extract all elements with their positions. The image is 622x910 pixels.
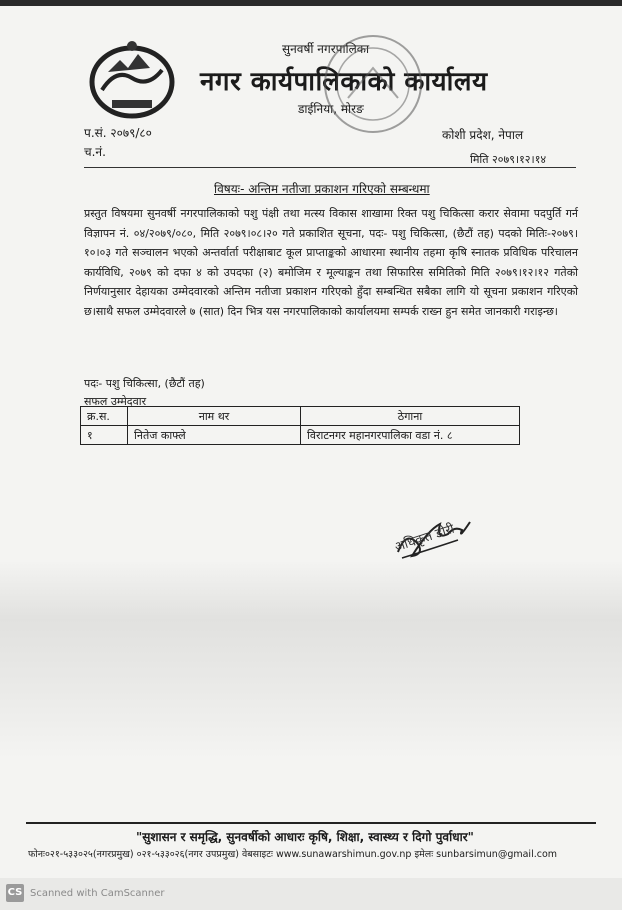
letter-date: मिति २०७९।१२।१४: [470, 153, 547, 166]
office-location: डाईनिया, मोरङ: [298, 102, 364, 116]
column-header: ठेगाना: [301, 407, 520, 426]
signatory-title: अधिकृत डोरी: [392, 521, 457, 556]
camscanner-logo-icon: CS: [6, 884, 24, 902]
table-cell: नितेज काफ्ले: [128, 426, 301, 445]
column-header: क्र.स.: [81, 407, 128, 426]
footer-contact: फोनः०२१-५३३०२५(नगरप्रमुख) ०२१-५३३०२६(नगर उपप्रमुख) वेबसाइटः www.sunawarshimun.gov.np इमेलः sunbarsimun@gmail.com: [28, 849, 558, 860]
post-line: पदः- पशु चिकित्सा, (छैटौं तह): [84, 377, 205, 390]
table-cell: विराटनगर महानगरपालिका वडा नं. ८: [301, 426, 520, 445]
top-border: [0, 0, 622, 6]
office-title: नगर कार्यपालिकाको कार्यालय: [200, 67, 488, 97]
footer-slogan: "सुशासन र समृद्धि, सुनवर्षीको आधारः कृषि, शिक्षा, स्वास्थ्य र दिगो पुर्वाधार": [136, 830, 474, 844]
scanner-watermark-text: Scanned with CamScanner: [30, 888, 165, 899]
footer-divider: [26, 822, 596, 824]
candidates-heading: सफल उम्मेदवार: [84, 395, 147, 408]
results-table: [80, 406, 520, 445]
office-stamp-icon: [318, 28, 428, 140]
table-row: [81, 426, 520, 445]
scan-shadow: [0, 560, 622, 760]
body-paragraph: प्रस्तुत विषयमा सुनवर्षी नगरपालिकाको पशु पंक्षी तथा मत्स्य विकास शाखामा रिक्त पशु चिकित्सा करार सेवामा पदपुर्ति गर्न विज्ञापन नं. ०४/२०७९/०८०, मिति २०७९।०८।२० गते प्रकाशित सूचना, पदः- पशु चिकित्सा, (छैटौं तह) पदको मितिः-२०७९।१०।०३ गते सञ्चालन भएको अन्तर्वार्ता परीक्षाबाट कूल प्राप्ताङ्कको आधारमा स्थानीय तहमा कृषि स्नातक प्रविधिक परिचालन कार्यविधि, २०७९ को दफा ४ को उपदफा (२) बमोजिम र मूल्याङ्कन तथा सिफारिस समितिको मिति २०७९।१२।१२ गतेको निर्णयानुसार देहायका उम्मेदवारको अन्तिम नतीजा प्रकाशन गरिएको हुँदा सम्बन्धित सबैका लागि यो सूचना प्रकाशन गरिएको छ।साथै सफल उम्मेदवारले ७ (सात) दिन भित्र यस नगरपालिकाको कार्यालयमा सम्पर्क राख्न हुन समेत जानकारी गराइन्छ।: [84, 207, 578, 318]
table-header-row: [81, 407, 520, 426]
municipality-name: सुनवर्षी नगरपालिका: [282, 42, 370, 56]
table-cell: १: [81, 426, 128, 445]
header-divider: [84, 167, 576, 168]
province-address: कोशी प्रदेश, नेपाल: [442, 128, 524, 142]
reference-number: प.सं. २०७९/८०: [84, 126, 152, 140]
dispatch-number: च.नं.: [84, 145, 106, 159]
subject-line: विषयः- अन्तिम नतीजा प्रकाशन गरिएको सम्बन्धमा: [214, 182, 430, 196]
column-header: नाम थर: [128, 407, 301, 426]
nepal-emblem-icon: [86, 38, 178, 120]
